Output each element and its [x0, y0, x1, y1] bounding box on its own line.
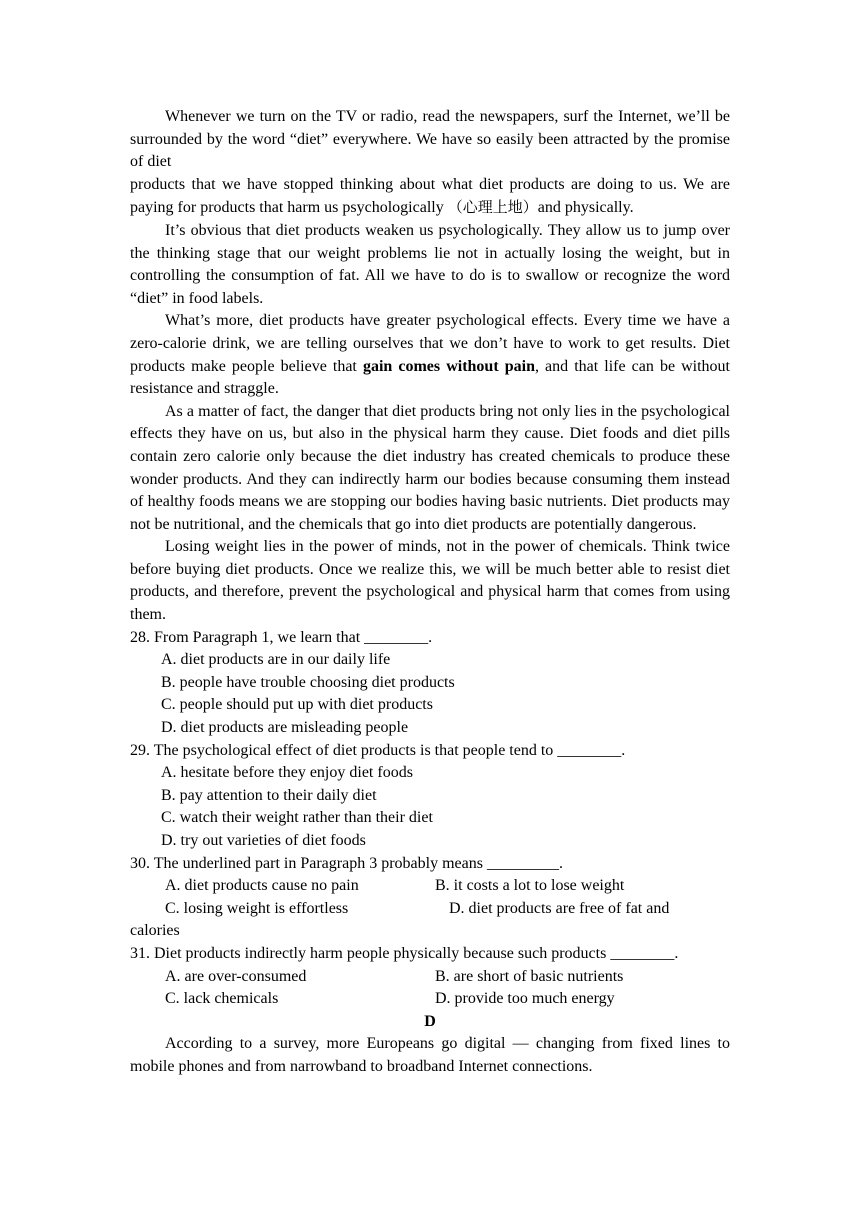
question-30-row-1: [130, 875, 730, 898]
paragraph-3: What’s more, diet products have greater psychological effects. Every time we have a zero-calorie drink, we are telling ourselves that we don’t have to work to get results. Diet products make people believe that gain comes without pain, and that life can be without resistance and straggle.: [130, 312, 731, 398]
question-31-option-c: C. lack chemicals: [165, 990, 279, 1008]
document-page: [130, 106, 730, 1079]
question-28-stem: 28. From Paragraph 1, we learn that ________.: [130, 628, 433, 646]
question-29-option-d: D. try out varieties of diet foods: [161, 832, 366, 849]
section-d-heading: D: [424, 1012, 436, 1030]
question-30-option-c: C. losing weight is effortless: [165, 899, 349, 917]
question-31-row-2: [130, 988, 730, 1011]
paragraph-1-part-a: Whenever we turn on the TV or radio, read the newspapers, surf the Internet, we’ll be surrounded by the word “diet” everywhere. We have so easily been attracted by the promise of diet: [130, 108, 730, 171]
question-30-option-b: B. it costs a lot to lose weight: [435, 877, 625, 895]
question-31-row-1: [130, 966, 730, 989]
question-29-option-a: A. hesitate before they enjoy diet foods: [161, 764, 413, 782]
question-31-stem: 31. Diet products indirectly harm people physically because such products ________.: [130, 944, 679, 962]
cjk-gloss: （心理上地）: [447, 198, 538, 217]
question-30-option-d-wrap: calories: [130, 922, 180, 940]
question-29-option-c: C. watch their weight rather than their diet: [161, 809, 433, 827]
paragraph-1: [130, 106, 730, 174]
question-31-option-a: A. are over-consumed: [165, 967, 307, 985]
question-28-option-d: D. diet products are misleading people: [161, 719, 409, 737]
section-d-paragraph-1: According to a survey, more Europeans go digital — changing from fixed lines to mobile phones and from narrowband to broadband Internet connections.: [130, 1035, 730, 1075]
question-29-option-b: B. pay attention to their daily diet: [161, 786, 377, 804]
paragraph-1-continued: products that we have stopped thinking about what diet products are doing to us. We are paying for products that harm us psychologically （心理上地）and physically.: [130, 175, 730, 217]
question-28-option-c: C. people should put up with diet products: [161, 696, 433, 714]
paragraph-4: As a matter of fact, the danger that diet products bring not only lies in the psychological effects they have on us, but also in the physical harm they cause. Diet foods and diet pills contain zero calorie only because the diet industry has created chemicals to produce these wonder products. And they can indirectly harm our bodies because consuming them instead of healthy foods means we are stopping our bodies having basic nutrients. Diet products may not be nutritional, and the chemicals that go into diet products are potentially dangerous.: [130, 402, 730, 533]
paragraph-2: It’s obvious that diet products weaken us psychologically. They allow us to jump over the thinking stage that our weight problems lie not in actually losing the weight, but in controlling the consumption of fat. All we have to do is to swallow or recognize the word “diet” in food labels.: [130, 221, 730, 307]
question-30-row-2: [130, 898, 730, 921]
question-30-option-d: D. diet products are free of fat and: [449, 899, 670, 917]
question-29-stem: 29. The psychological effect of diet products is that people tend to ________.: [130, 741, 626, 759]
question-28-option-b: B. people have trouble choosing diet products: [161, 673, 455, 691]
question-31-option-b: B. are short of basic nutrients: [435, 967, 624, 985]
question-30-stem: 30. The underlined part in Paragraph 3 probably means _________.: [130, 854, 563, 872]
question-28-option-a: A. diet products are in our daily life: [161, 651, 391, 669]
bold-phrase: gain comes without pain: [362, 357, 535, 375]
paragraph-5: Losing weight lies in the power of minds, not in the power of chemicals. Think twice before buying diet products. Once we realize this, we will be much better able to resist diet products, and therefore, prevent the psychological and physical harm that comes from using them.: [130, 538, 730, 624]
question-30-option-a: A. diet products cause no pain: [165, 877, 359, 895]
question-31-option-d: D. provide too much energy: [435, 990, 615, 1008]
